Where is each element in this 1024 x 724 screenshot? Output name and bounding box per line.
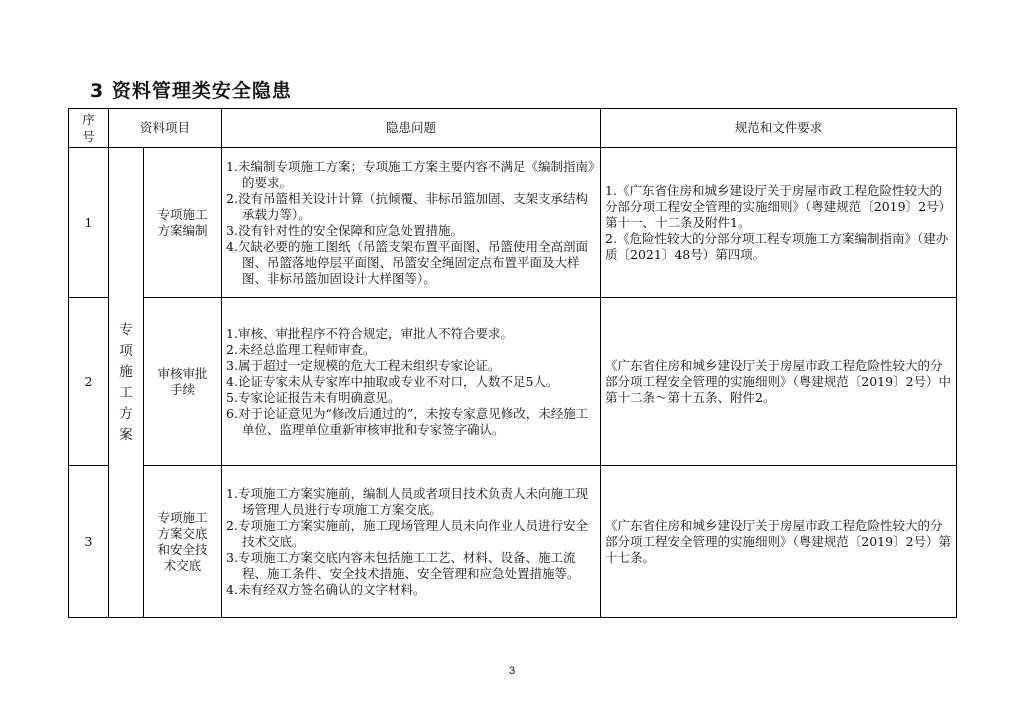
- row-number: 2: [69, 298, 109, 466]
- requirement-item: 《广东省住房和城乡建设厅关于房屋市政工程危险性较大的分部分项工程安全管理的实施细则》（粤建规范〔2019〕2号）第十七条。: [605, 517, 952, 565]
- item-cell: [144, 148, 222, 298]
- requirement-item: 2.《危险性较大的分部分项工程专项施工方案编制指南》（建办质〔2021〕48号）第四项。: [605, 230, 949, 262]
- requirement-item: 1.《广东省住房和城乡建设厅关于房屋市政工程危险性较大的分部分项工程安全管理的实施细则》（粤建规范〔2019〕2号）第十一、十二条及附件1。: [605, 182, 952, 230]
- header-requirement: 规范和文件要求: [601, 109, 957, 148]
- issue-item: 4.论证专家未从专家库中抽取或专业不对口，人数不足5人。: [226, 373, 559, 389]
- issues-cell: [222, 298, 601, 466]
- table-row: [69, 298, 957, 466]
- issue-item: 6.对于论证意见为“修改后通过的”，未按专家意见修改，未经施工单位、监理单位重新审核审批和专家签字确认。: [226, 405, 589, 437]
- category-cell: [109, 148, 144, 618]
- item-cell: [144, 298, 222, 466]
- issue-item: 4.欠缺必要的施工图纸（吊篮支架布置平面图、吊篮使用全高剖面图、吊篮落地停层平面图、吊篮安全绳固定点布置平面及大样图、非标吊篮加固设计大样图等）。: [226, 238, 588, 286]
- item-label: 审核审批手续: [157, 365, 208, 397]
- hazard-table: [68, 108, 957, 618]
- requirements-cell: [601, 148, 957, 298]
- issue-item: 4.未有经双方签名确认的文字材料。: [226, 581, 426, 597]
- row-number: 3: [69, 466, 109, 618]
- issue-item: 1.未编制专项施工方案；专项施工方案主要内容不满足《编制指南》的要求。: [226, 158, 595, 190]
- requirement-item: 《广东省住房和城乡建设厅关于房屋市政工程危险性较大的分部分项工程安全管理的实施细则》（粤建规范〔2019〕2号）中第十二条～第十五条、附件2。: [605, 357, 952, 405]
- header-item: 资料项目: [109, 109, 222, 148]
- item-label: 专项施工方案编制: [157, 206, 208, 238]
- issue-item: 2.没有吊篮相关设计计算（抗倾覆、非标吊篮加固、支架支承结构承载力等）。: [226, 190, 588, 222]
- issue-item: 3.专项施工方案交底内容未包括施工工艺、材料、设备、施工流程、施工条件、安全技术措施、安全管理和应急处置措施等。: [226, 549, 580, 581]
- issue-item: 3.属于超过一定规模的危大工程未组织专家论证。: [226, 357, 501, 373]
- issues-cell: [222, 466, 601, 618]
- issue-item: 2.未经总监理工程师审查。: [226, 341, 376, 357]
- page-number: 3: [508, 665, 516, 677]
- table-header-row: [69, 109, 957, 148]
- requirements-cell: [601, 298, 957, 466]
- section-title: 3 资料管理类安全隐患: [90, 80, 292, 102]
- table-row: [69, 466, 957, 618]
- issue-item: 2.专项施工方案实施前，施工现场管理人员未向作业人员进行安全技术交底。: [226, 517, 588, 549]
- item-cell: [144, 466, 222, 618]
- item-label: 专项施工方案交底和安全技术交底: [157, 509, 208, 573]
- issue-item: 1.审核、审批程序不符合规定，审批人不符合要求。: [226, 325, 513, 341]
- table-row: [69, 148, 957, 298]
- issue-item: 3.没有针对性的安全保障和应急处置措施。: [226, 222, 463, 238]
- issue-item: 5.专家论证报告未有明确意见。: [226, 389, 401, 405]
- issue-item: 1.专项施工方案实施前，编制人员或者项目技术负责人未向施工现场管理人员进行专项施工方案交底。: [226, 485, 588, 517]
- header-issue: 隐患问题: [222, 109, 601, 148]
- requirements-cell: [601, 466, 957, 618]
- row-number: 1: [69, 148, 109, 298]
- category-label: 专项施工方案: [119, 321, 133, 443]
- header-seq: 序号: [69, 109, 109, 148]
- issues-cell: [222, 148, 601, 298]
